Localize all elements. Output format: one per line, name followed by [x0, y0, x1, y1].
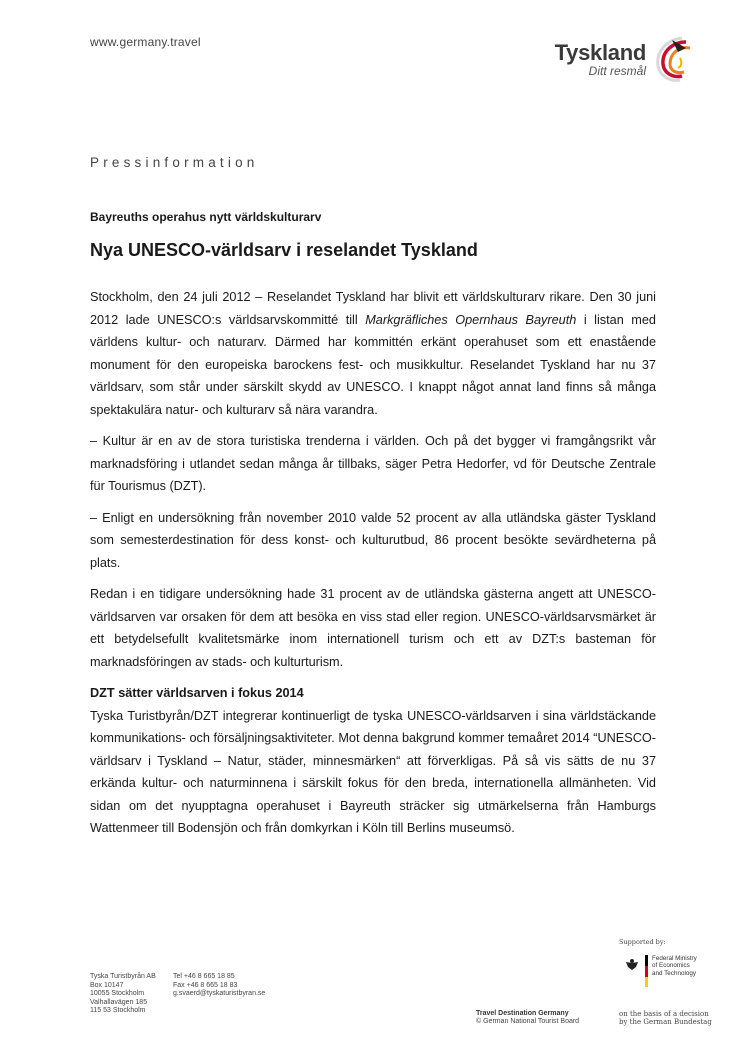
paragraph-1	[90, 286, 656, 421]
paragraph-2: – Kultur är en av de stora turistiska trenderna i världen. Och på det bygger vi framgångsrikt vår marknadsföring i utlandet sedan många år tillbaks, säger Petra Hedorfer, vd för Deutsche Zentrale für Tourismus (DZT).	[90, 434, 656, 493]
german-flag-bar-icon	[645, 955, 648, 987]
decision-line: by the German Bundestag	[619, 1018, 712, 1027]
bundestag-decision	[619, 1010, 712, 1027]
ministry-name	[652, 955, 697, 977]
p1-text-b: i listan med världens kultur- och naturarv. Därmed har kommittén erkänt operahuset som ett enastående monument för den europeiska barockens fest- och musikkultur. Reselandet Tyskland har nu 37 världsarv, som står under särskilt skydd av UNESCO. I knappt något annat land finns så många spektakulära natur- och kulturarv så nära varandra.	[90, 312, 656, 417]
tdg-subtitle: © German National Tourist Board	[476, 1018, 580, 1026]
footer-tdg	[476, 1010, 579, 1027]
ministry-line: and Technology	[652, 969, 696, 977]
decision-line: on the basis of a decision	[619, 1010, 709, 1018]
p1-text-a: Stockholm, den 24 juli 2012 – Reselandet Tyskland har blivit ett världskulturarv rikare. Den 30 juni 2012 lade UNESCO:s världsarvskommitté till	[90, 290, 656, 327]
subheading: DZT sätter världsarven i fokus 2014	[90, 686, 304, 700]
fax: Fax +46 8 665 18 83	[173, 981, 238, 989]
paragraph-4: Redan i en tidigare undersökning hade 31 procent av de utländska gästerna angett att UNESCO-världsarven var orsaken för dem att besöka en viss stad eller region. UNESCO-världsarvsmärket är ett betydelsefullt kvalitetsmärke inom internationell turism och ett av DZT:s basteman för marknadsföringen av stads- och kulturturism.	[90, 587, 656, 669]
federal-eagle-icon	[625, 957, 639, 971]
supported-by-label: Supported by:	[619, 938, 666, 946]
logo-subtitle: Ditt resmål	[588, 64, 646, 78]
address-line: Valhallavägen 185	[90, 998, 148, 1006]
tdg-title: Travel Destination Germany	[476, 1010, 569, 1017]
article-body	[90, 286, 656, 849]
kicker: Bayreuths operahus nytt världskulturarv	[90, 210, 322, 224]
website-url: www.germany.travel	[90, 35, 201, 49]
address-line: 115 53 Stockholm	[90, 1007, 146, 1015]
ministry-line: of Economics	[652, 962, 690, 970]
email-link[interactable]: g.svaerd@tyskaturistbyran.se	[173, 990, 266, 998]
section-label: Pressinformation	[90, 155, 259, 170]
paragraph-3: – Enligt en undersökning från november 2010 valde 52 procent av alla utländska gäster Tyskland som semesterdestination för dess konst- och kulturutbud, 86 procent besökte sevärdheterna på plats.	[90, 510, 656, 570]
footer-contact	[173, 973, 265, 999]
headline: Nya UNESCO-världsarv i reselandet Tyskland	[90, 240, 478, 260]
paragraph-5: Tyska Turistbyrån/DZT integrerar kontinuerligt de tyska UNESCO-världsarven i sina världstäckande kommunikations- och försäljningsaktiviteter. Mot denna bakgrund kommer temaåret 2014 “UNESCO-världsarv i Tyskland – Natur, städer, minnesmärken“ att förverkligas. På så vis sätts de nu 37 erkända kultur- och naturminnena i särskilt fokus för den breda, internationella allmänheten. Vid sidan om det nyupptagna operahuset i Bayreuth sträcker sig utmärkelserna från Hamburgs Wattenmeer till Bodensjön och från domkyrkan i Köln till Berlins museumsö.	[90, 708, 656, 835]
p1-italic: Markgräfliches Opernhaus Bayreuth	[365, 312, 577, 327]
tyskland-logo-text	[555, 42, 646, 78]
footer-address	[90, 973, 156, 1016]
address-line: 10055 Stockholm	[90, 990, 145, 998]
tyskland-swirl-icon	[652, 34, 700, 84]
ministry-line: Federal Ministry	[652, 955, 697, 962]
phone: Tel +46 8 665 18 85	[173, 973, 235, 980]
address-line: Box 10147	[90, 981, 124, 989]
address-line: Tyska Turistbyrån AB	[90, 973, 156, 980]
logo-title: Tyskland	[554, 40, 646, 65]
